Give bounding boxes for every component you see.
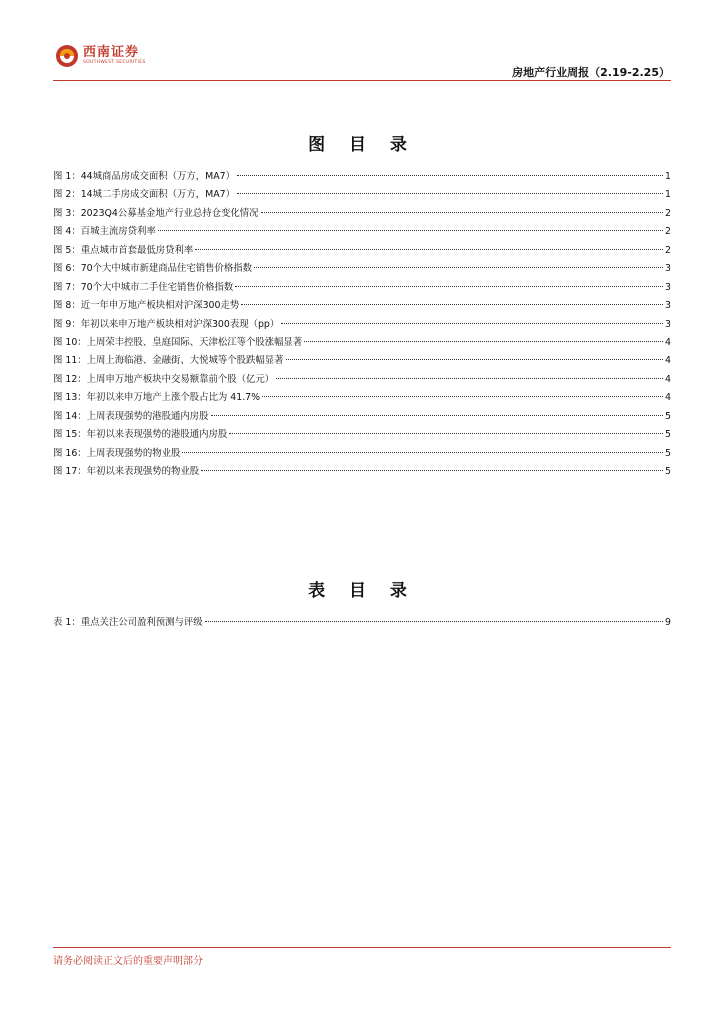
logo-english-name: SOUTHWEST SECURITIES xyxy=(83,60,146,65)
dot-leader xyxy=(195,240,663,250)
dot-leader xyxy=(235,277,663,287)
figure-toc-entry-page: 5 xyxy=(665,429,671,441)
figure-toc-entry-page: 4 xyxy=(665,336,671,348)
figure-toc-entry-label: 图 5：重点城市首套最低房贷利率 xyxy=(53,244,194,256)
figure-toc-entry-label: 图 3：2023Q4公募基金地产行业总持仓变化情况 xyxy=(53,207,259,219)
figure-toc-entry-label: 图 11：上周上海临港、金融街、大悦城等个股跌幅显著 xyxy=(53,355,284,367)
figures-toc xyxy=(53,168,671,481)
dot-leader xyxy=(262,387,663,397)
dot-leader xyxy=(304,332,663,342)
figure-toc-entry-label: 图 17：年初以来表现强势的物业股 xyxy=(53,466,200,477)
figure-toc-entry-page: 2 xyxy=(665,207,671,219)
dot-leader xyxy=(286,350,663,360)
dot-leader xyxy=(276,369,663,379)
footer-divider xyxy=(53,947,671,948)
figures-toc-heading: 图 目 录 xyxy=(308,135,416,155)
dot-leader xyxy=(241,295,663,305)
tables-toc xyxy=(53,614,671,632)
figure-toc-entry-label: 图 13：年初以来申万地产上涨个股占比为 41.7% xyxy=(53,392,261,404)
figure-toc-entry-label: 图 12：上周申万地产板块中交易额靠前个股（亿元） xyxy=(53,373,275,385)
figure-toc-entry-label: 图 14：上周表现强势的港股通内房股 xyxy=(53,410,209,422)
report-title: 房地产行业周报（2.19-2.25） xyxy=(512,66,670,79)
dot-leader xyxy=(229,424,663,434)
figure-toc-entry-page: 4 xyxy=(665,355,671,367)
figure-toc-entry[interactable] xyxy=(53,463,671,481)
company-logo xyxy=(55,44,146,68)
figure-toc-entry-label: 图 2：14城二手房成交面积（万方，MA7） xyxy=(53,189,235,201)
tables-toc-heading: 表 目 录 xyxy=(308,581,416,601)
figure-toc-entry-label: 图 8：近一年申万地产板块相对沪深300走势 xyxy=(53,300,240,312)
figure-toc-entry-label: 图 16：上周表现强势的物业股 xyxy=(53,447,181,459)
figure-toc-entry-page: 3 xyxy=(665,281,671,293)
dot-leader xyxy=(281,314,663,324)
figure-toc-entry-page: 4 xyxy=(665,392,671,404)
table-toc-entry[interactable] xyxy=(53,614,671,632)
figure-toc-entry-page: 1 xyxy=(665,189,671,201)
southwest-securities-logo-icon xyxy=(55,44,79,68)
dot-leader xyxy=(254,258,663,268)
figure-toc-entry-page: 1 xyxy=(665,171,671,182)
figure-toc-entry-label: 图 7：70个大中城市二手住宅销售价格指数 xyxy=(53,281,234,293)
dot-leader xyxy=(158,221,663,231)
dot-leader xyxy=(201,461,663,471)
figure-toc-entry-page: 5 xyxy=(665,466,671,477)
figure-toc-entry-label: 图 6：70个大中城市新建商品住宅销售价格指数 xyxy=(53,263,253,275)
figure-toc-entry-page: 3 xyxy=(665,318,671,330)
figure-toc-entry-label: 图 4：百城主流房贷利率 xyxy=(53,226,156,238)
figure-toc-entry-page: 5 xyxy=(665,447,671,459)
dot-leader xyxy=(237,184,663,194)
dot-leader xyxy=(237,166,663,176)
table-toc-entry-label: 表 1：重点关注公司盈利预测与评级 xyxy=(53,617,203,628)
figure-toc-entry-page: 5 xyxy=(665,410,671,422)
header-divider xyxy=(53,80,671,81)
figure-toc-entry-page: 4 xyxy=(665,373,671,385)
dot-leader xyxy=(211,406,663,416)
figure-toc-entry-label: 图 15：年初以来表现强势的港股通内房股 xyxy=(53,429,228,441)
figure-toc-entry-label: 图 10：上周荣丰控股、皇庭国际、天津松江等个股涨幅显著 xyxy=(53,336,303,348)
dot-leader xyxy=(182,443,663,453)
figure-toc-entry-page: 2 xyxy=(665,226,671,238)
figure-toc-entry-page: 3 xyxy=(665,300,671,312)
figure-toc-entry-label: 图 9：年初以来申万地产板块相对沪深300表现（pp） xyxy=(53,318,280,330)
dot-leader xyxy=(205,612,663,622)
figure-toc-entry-page: 2 xyxy=(665,244,671,256)
footer-disclaimer: 请务必阅读正文后的重要声明部分 xyxy=(53,956,203,967)
table-toc-entry-page: 9 xyxy=(665,617,671,628)
figure-toc-entry-label: 图 1：44城商品房成交面积（万方，MA7） xyxy=(53,171,235,182)
dot-leader xyxy=(261,203,664,213)
logo-chinese-name: 西南证券 xyxy=(83,45,140,60)
figure-toc-entry-page: 3 xyxy=(665,263,671,275)
